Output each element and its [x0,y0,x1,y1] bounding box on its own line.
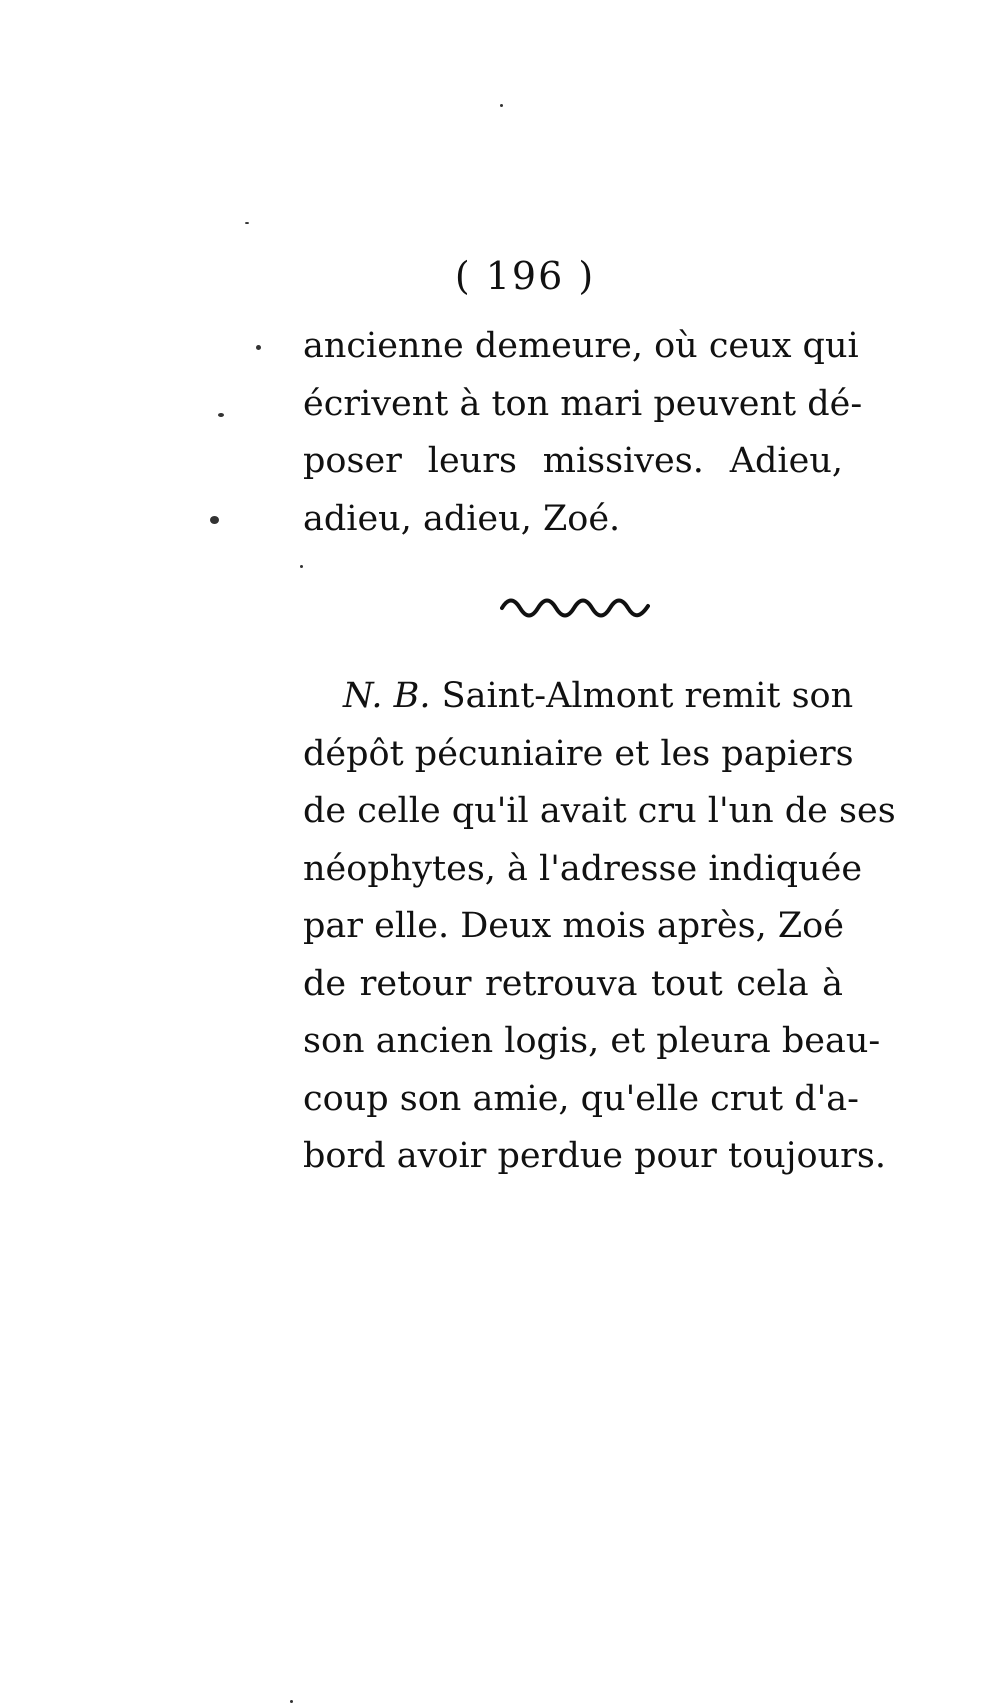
page-speck [218,413,224,417]
text-line: adieu, adieu, Zoé. [303,498,621,539]
text-line: de celle qu'il avait cru l'un de ses [303,791,896,831]
page-speck [500,104,503,107]
text-line: par elle. Deux mois après, Zoé [303,906,844,946]
text-line: écrivent à ton mari peuvent dé- [303,383,863,424]
text-line: bord avoir perdue pour toujours. [303,1136,886,1176]
text-line-rest: Saint-Almont remit son [441,676,854,716]
text-line: poser leurs missives. Adieu, [303,441,843,481]
closing-paragraph [303,318,863,548]
nb-paragraph [303,668,896,1186]
text-line: dépôt pécuniaire et les papiers [303,733,854,774]
text-line: ancienne demeure, où ceux qui [303,326,859,366]
text-line: de retour retrouva tout cela à [303,963,843,1004]
page-speck [210,516,219,524]
text-line: son ancien logis, et pleura beau- [303,1021,881,1061]
page-speck [256,345,261,350]
text-line-first [303,668,854,726]
text-line: coup son amie, qu'elle crut d'a- [303,1078,859,1119]
page-number: ( 196 ) [454,254,596,298]
text-line: néophytes, à l'adresse indiquée [303,848,863,889]
nb-mark: N. B. [343,676,431,716]
page-speck [245,222,249,224]
page-speck [300,565,303,568]
wave-ornament-icon [500,594,650,618]
